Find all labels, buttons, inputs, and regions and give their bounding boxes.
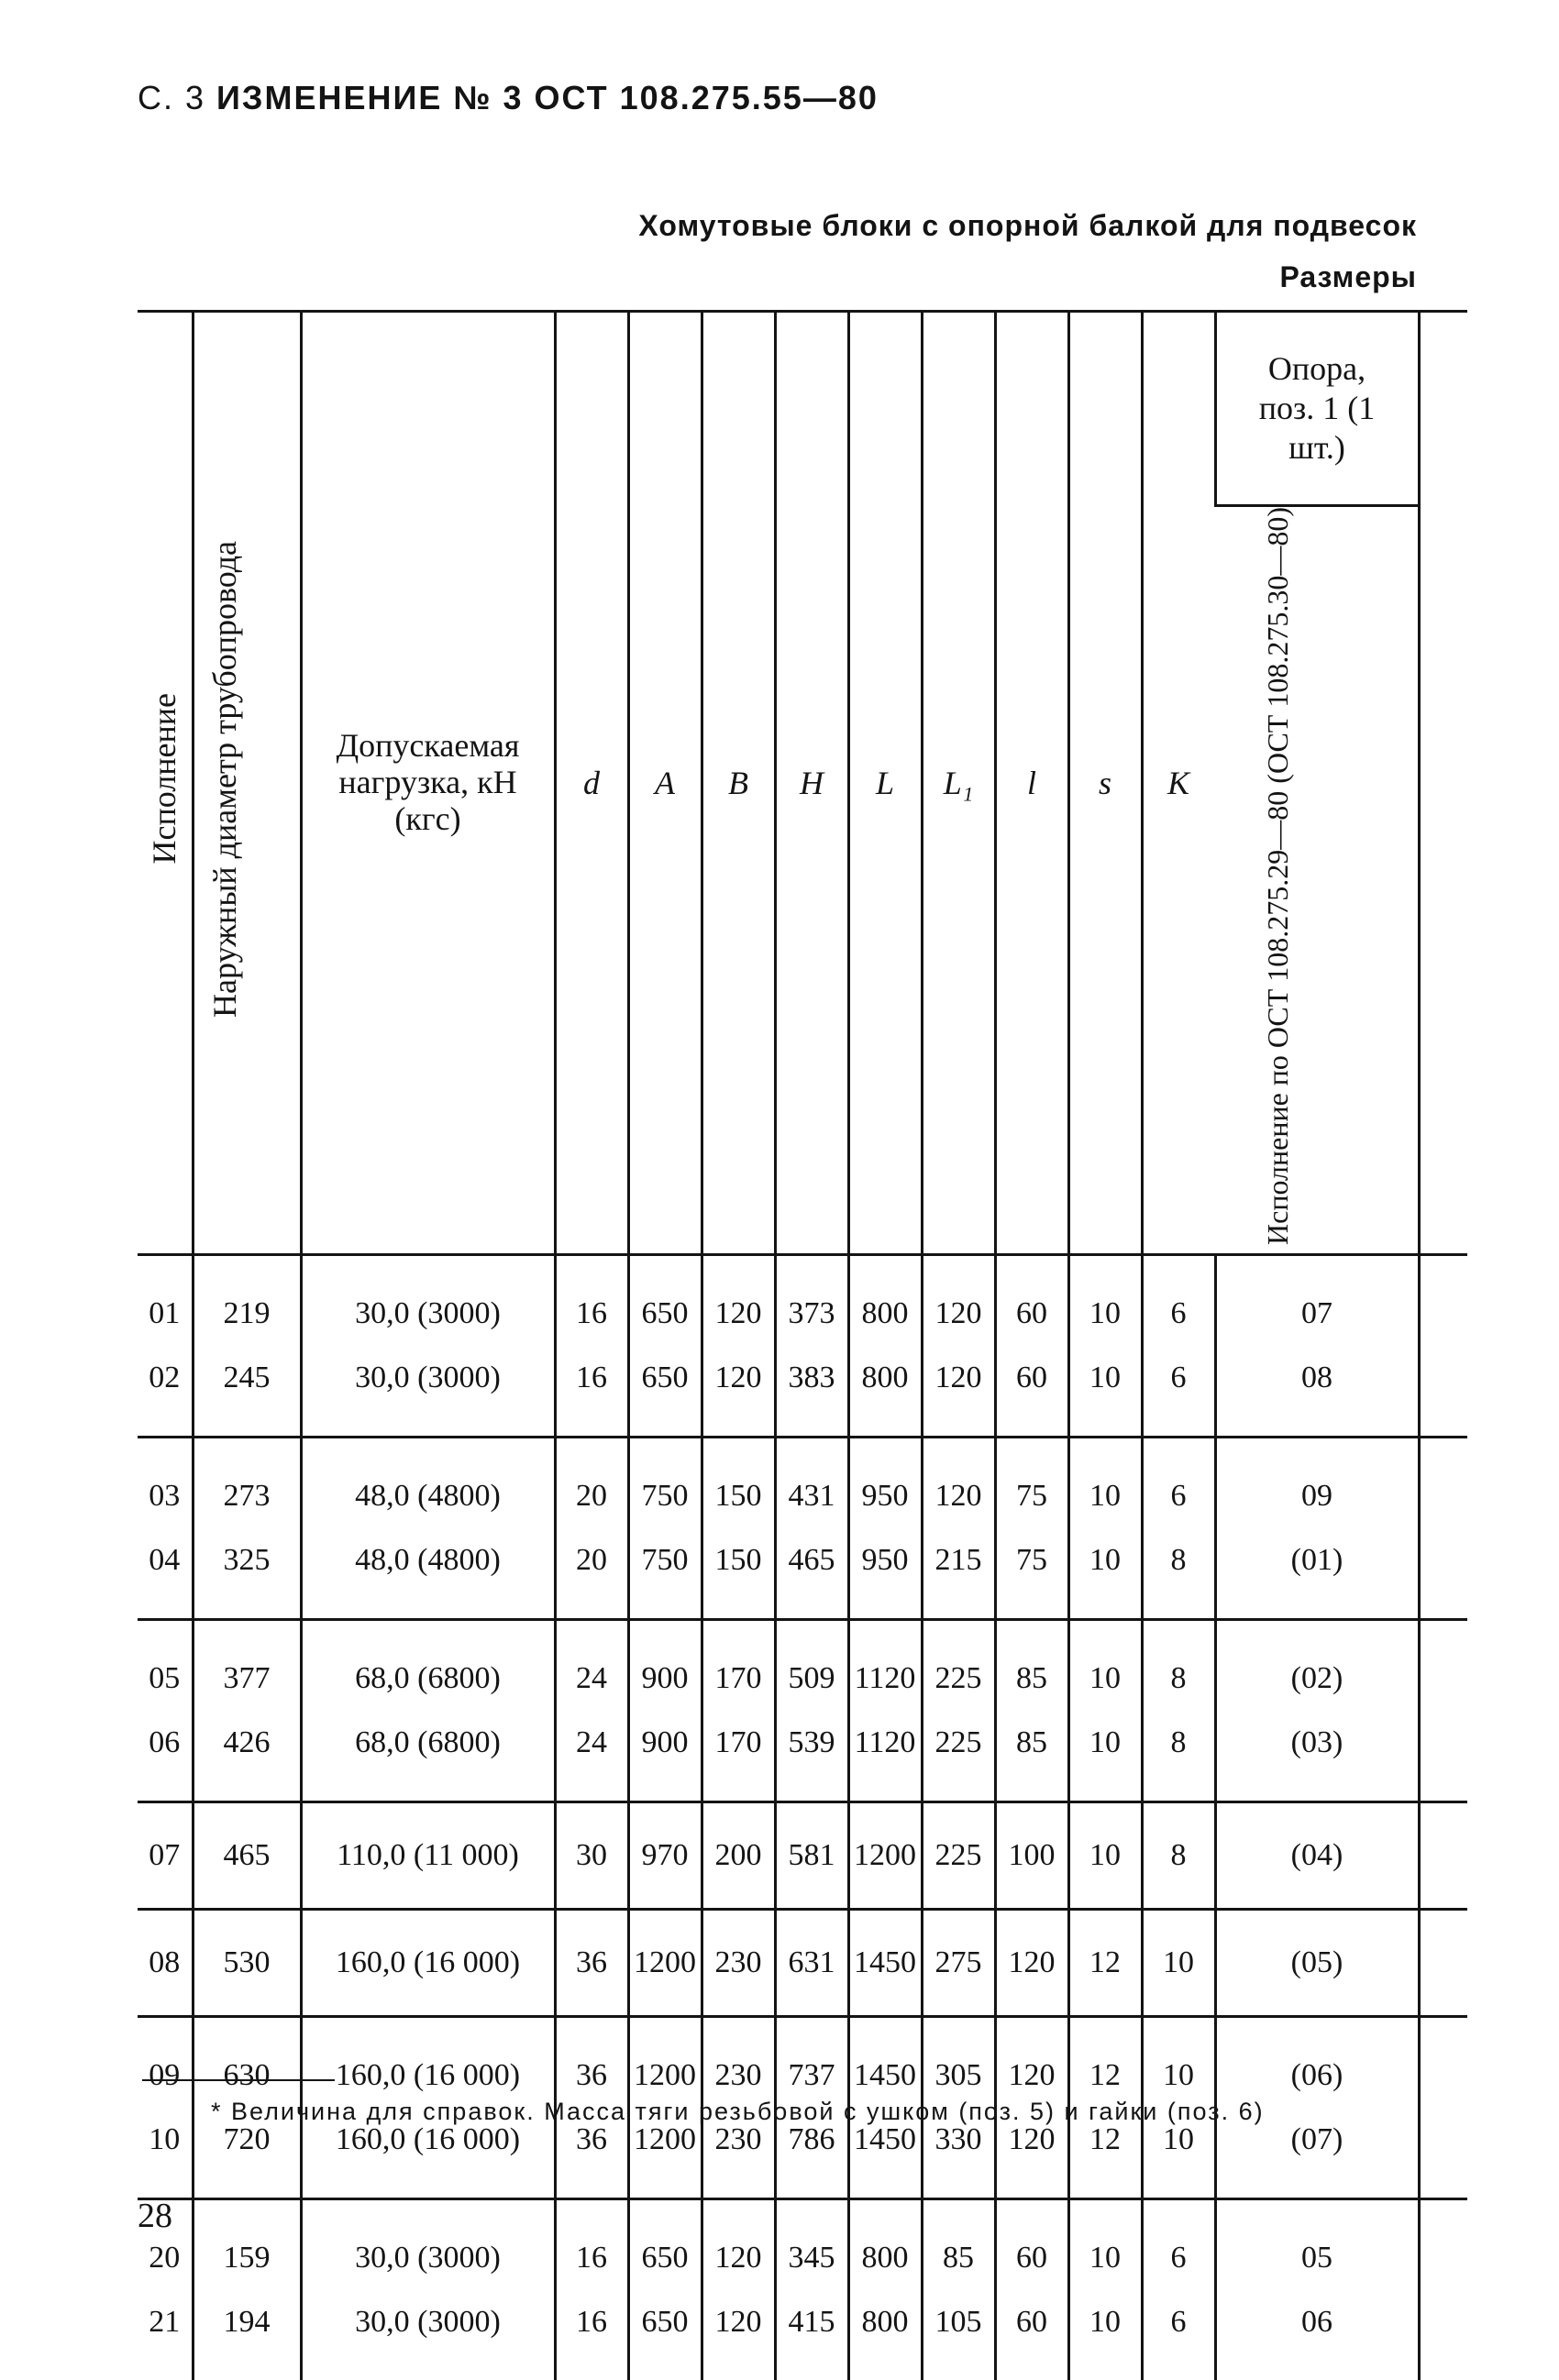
cell-load: 68,0 (6800) <box>301 1619 555 1711</box>
table-row <box>138 2290 1467 2380</box>
cell-empty <box>1419 1346 1467 1438</box>
cell-l1: 225 <box>922 1802 995 1909</box>
cell-l: 1450 <box>848 1909 922 2016</box>
cell-d: 24 <box>555 1619 628 1711</box>
cell-l: 800 <box>848 1254 922 1346</box>
cell-diameter: 159 <box>193 2198 301 2290</box>
cell-empty <box>1419 2016 1467 2108</box>
cell-l: 1120 <box>848 1711 922 1802</box>
cell-d: 20 <box>555 1437 628 1528</box>
col-header-support-variant: Исполнение по ОСТ 108.275.29—80 (ОСТ 108.275.30—80) <box>1215 506 1419 1255</box>
col-header-H: H <box>775 312 848 1255</box>
col-header-L1: L₁ <box>922 312 995 1255</box>
cell-support: 08 <box>1215 1346 1419 1438</box>
cell-l: 120 <box>995 2108 1068 2199</box>
cell-variant: 05 <box>149 1660 181 1695</box>
cell-b: 230 <box>702 2108 775 2199</box>
cell-l1: 275 <box>922 1909 995 2016</box>
cell-b: 170 <box>702 1619 775 1711</box>
dimensions-table <box>138 310 1467 2380</box>
cell-support: (01) <box>1215 1528 1419 1620</box>
table-row <box>138 1711 1467 1802</box>
cell-diameter: 426 <box>193 1711 301 1802</box>
col-header-B: B <box>702 312 775 1255</box>
cell-diameter: 720 <box>193 2108 301 2199</box>
cell-l1: 330 <box>922 2108 995 2199</box>
cell-variant: 06 <box>138 1711 193 1802</box>
cell-load: 160,0 (16 000) <box>301 1909 555 2016</box>
cell-support: 06 <box>1215 2290 1419 2380</box>
cell-h: 345 <box>775 2198 848 2290</box>
cell-l: 60 <box>995 1254 1068 1346</box>
cell-empty <box>1419 2290 1467 2380</box>
cell-support: (05) <box>1215 1909 1419 2016</box>
table-subtitle: Размеры <box>1279 260 1417 293</box>
cell-k: 8 <box>1142 1619 1215 1711</box>
cell-b: 120 <box>702 2290 775 2380</box>
header-standard: ОСТ 108.275.55—80 <box>534 79 879 116</box>
cell-d: 30 <box>555 1802 628 1909</box>
cell-l: 950 <box>848 1437 922 1528</box>
col-header-s: s <box>1068 312 1142 1255</box>
cell-variant: 20 <box>149 2240 181 2275</box>
cell-d: 16 <box>555 1346 628 1438</box>
cell-load: 48,0 (4800) <box>301 1437 555 1528</box>
cell-k: 10 <box>1142 1909 1215 2016</box>
cell-h: 631 <box>775 1909 848 2016</box>
cell-variant: 09 <box>149 2057 181 2092</box>
cell-s: 12 <box>1068 2108 1142 2199</box>
cell-l1: 105 <box>922 2290 995 2380</box>
col-header-support: Опора, поз. 1 (1 шт.) <box>1215 312 1419 506</box>
cell-a: 650 <box>628 1254 702 1346</box>
cell-l: 1450 <box>848 2016 922 2108</box>
cell-diameter: 219 <box>193 1254 301 1346</box>
cell-diameter: 245 <box>193 1346 301 1438</box>
cell-l1: 120 <box>922 1346 995 1438</box>
cell-variant: 08 <box>138 1909 193 2016</box>
cell-variant: 01 <box>149 1295 181 1330</box>
cell-a: 650 <box>628 1346 702 1438</box>
cell-b: 170 <box>702 1711 775 1802</box>
cell-empty <box>1419 1619 1467 1711</box>
cell-b: 120 <box>702 2198 775 2290</box>
cell-variant: 03 <box>149 1478 181 1513</box>
cell-support: 09 <box>1215 1437 1419 1528</box>
cell-empty <box>1419 2108 1467 2199</box>
table-row <box>138 1528 1467 1620</box>
cell-d: 24 <box>555 1711 628 1802</box>
cell-s: 10 <box>1068 1437 1142 1528</box>
col-header-pipe-diameter: Наружный диаметр трубопровода <box>193 312 301 1255</box>
cell-b: 150 <box>702 1437 775 1528</box>
cell-l: 800 <box>848 1346 922 1438</box>
cell-l1: 85 <box>922 2198 995 2290</box>
cell-s: 12 <box>1068 2016 1142 2108</box>
table-row <box>138 1619 1467 1711</box>
footnote-divider <box>142 2079 335 2081</box>
cell-l1: 225 <box>922 1619 995 1711</box>
table-row <box>138 2016 1467 2108</box>
cell-l1: 305 <box>922 2016 995 2108</box>
cell-l1: 225 <box>922 1711 995 1802</box>
cell-a: 900 <box>628 1619 702 1711</box>
cell-d: 16 <box>555 2290 628 2380</box>
cell-a: 1200 <box>628 2108 702 2199</box>
cell-variant: 10 <box>138 2108 193 2199</box>
cell-variant: 07 <box>138 1802 193 1909</box>
cell-s: 10 <box>1068 1802 1142 1909</box>
col-header-empty <box>1419 312 1467 1255</box>
cell-empty <box>1419 1437 1467 1528</box>
cell-k: 8 <box>1142 1528 1215 1620</box>
cell-a: 750 <box>628 1528 702 1620</box>
cell-load: 68,0 (6800) <box>301 1711 555 1802</box>
cell-d: 16 <box>555 1254 628 1346</box>
cell-d: 20 <box>555 1528 628 1620</box>
page-number: 28 <box>138 2197 172 2235</box>
cell-l: 120 <box>995 1909 1068 2016</box>
cell-h: 737 <box>775 2016 848 2108</box>
cell-empty <box>1419 1711 1467 1802</box>
cell-l1: 215 <box>922 1528 995 1620</box>
cell-k: 10 <box>1142 2108 1215 2199</box>
cell-l: 120 <box>995 2016 1068 2108</box>
cell-l: 60 <box>995 2290 1068 2380</box>
cell-l: 1450 <box>848 2108 922 2199</box>
cell-l: 60 <box>995 2198 1068 2290</box>
cell-load: 30,0 (3000) <box>301 1346 555 1438</box>
cell-empty <box>1419 1909 1467 2016</box>
cell-d: 36 <box>555 2108 628 2199</box>
cell-h: 431 <box>775 1437 848 1528</box>
cell-l: 100 <box>995 1802 1068 1909</box>
cell-s: 10 <box>1068 1528 1142 1620</box>
col-header-d: d <box>555 312 628 1255</box>
cell-support: (04) <box>1215 1802 1419 1909</box>
cell-k: 8 <box>1142 1711 1215 1802</box>
cell-empty <box>1419 1528 1467 1620</box>
cell-load: 30,0 (3000) <box>301 2198 555 2290</box>
col-header-L: L <box>848 312 922 1255</box>
cell-h: 539 <box>775 1711 848 1802</box>
cell-diameter: 530 <box>193 1909 301 2016</box>
cell-l: 1120 <box>848 1619 922 1711</box>
col-header-l: l <box>995 312 1068 1255</box>
cell-support: (03) <box>1215 1711 1419 1802</box>
cell-diameter: 377 <box>193 1619 301 1711</box>
cell-s: 10 <box>1068 1346 1142 1438</box>
cell-l: 1200 <box>848 1802 922 1909</box>
cell-a: 1200 <box>628 1909 702 2016</box>
table-row <box>138 1802 1467 1909</box>
cell-a: 970 <box>628 1802 702 1909</box>
cell-k: 10 <box>1142 2016 1215 2108</box>
cell-variant: 02 <box>138 1346 193 1438</box>
cell-a: 650 <box>628 2290 702 2380</box>
cell-k: 6 <box>1142 2198 1215 2290</box>
page-header <box>138 79 879 117</box>
cell-k: 6 <box>1142 2290 1215 2380</box>
cell-support: (07) <box>1215 2108 1419 2199</box>
header-page: С. 3 <box>138 79 206 116</box>
cell-support: (02) <box>1215 1619 1419 1711</box>
cell-b: 150 <box>702 1528 775 1620</box>
cell-l: 60 <box>995 1346 1068 1438</box>
cell-load: 160,0 (16 000) <box>301 2016 555 2108</box>
cell-diameter: 465 <box>193 1802 301 1909</box>
cell-b: 230 <box>702 2016 775 2108</box>
cell-h: 581 <box>775 1802 848 1909</box>
cell-l: 75 <box>995 1528 1068 1620</box>
table-row <box>138 2198 1467 2290</box>
cell-s: 10 <box>1068 1711 1142 1802</box>
cell-load: 48,0 (4800) <box>301 1528 555 1620</box>
table-body <box>138 1254 1467 2380</box>
cell-a: 900 <box>628 1711 702 1802</box>
cell-empty <box>1419 2198 1467 2290</box>
cell-k: 8 <box>1142 1802 1215 1909</box>
cell-h: 786 <box>775 2108 848 2199</box>
cell-variant: 04 <box>138 1528 193 1620</box>
cell-support: 05 <box>1215 2198 1419 2290</box>
cell-empty <box>1419 1254 1467 1346</box>
table-title: Хомутовые блоки с опорной балкой для подвесок <box>638 209 1417 242</box>
cell-l: 800 <box>848 2290 922 2380</box>
col-header-A: A <box>628 312 702 1255</box>
cell-load: 110,0 (11 000) <box>301 1802 555 1909</box>
col-header-K: K <box>1142 312 1215 1255</box>
cell-load: 30,0 (3000) <box>301 2290 555 2380</box>
cell-s: 10 <box>1068 1619 1142 1711</box>
cell-k: 6 <box>1142 1346 1215 1438</box>
cell-variant: 21 <box>149 2304 181 2339</box>
cell-h: 373 <box>775 1254 848 1346</box>
cell-l: 85 <box>995 1711 1068 1802</box>
cell-b: 120 <box>702 1346 775 1438</box>
cell-b: 200 <box>702 1802 775 1909</box>
cell-h: 465 <box>775 1528 848 1620</box>
cell-l: 950 <box>848 1528 922 1620</box>
cell-diameter: 273 <box>193 1437 301 1528</box>
cell-d: 36 <box>555 1909 628 2016</box>
cell-s: 10 <box>1068 2198 1142 2290</box>
table-row <box>138 1437 1467 1528</box>
table-row <box>138 1346 1467 1438</box>
col-header-load: Допускаемая нагрузка, кН (кгс) <box>301 312 555 1255</box>
col-header-variant: Исполнение <box>138 312 193 1255</box>
table-row <box>138 1254 1467 1346</box>
cell-load: 30,0 (3000) <box>301 1254 555 1346</box>
cell-h: 383 <box>775 1346 848 1438</box>
cell-l: 800 <box>848 2198 922 2290</box>
cell-l: 85 <box>995 1619 1068 1711</box>
cell-l1: 120 <box>922 1254 995 1346</box>
cell-d: 36 <box>555 2016 628 2108</box>
cell-load: 160,0 (16 000) <box>301 2108 555 2199</box>
cell-b: 230 <box>702 1909 775 2016</box>
footnote: * Величина для справок. Масса тяги резьбовой с ушком (поз. 5) и гайки (поз. 6) <box>211 2098 1265 2125</box>
table-row <box>138 1909 1467 2016</box>
cell-k: 6 <box>1142 1437 1215 1528</box>
cell-a: 1200 <box>628 2016 702 2108</box>
cell-d: 16 <box>555 2198 628 2290</box>
cell-s: 10 <box>1068 2290 1142 2380</box>
cell-l: 75 <box>995 1437 1068 1528</box>
cell-s: 10 <box>1068 1254 1142 1346</box>
dimensions-table-container <box>138 310 1467 2380</box>
header-title: ИЗМЕНЕНИЕ № 3 <box>216 79 524 116</box>
cell-empty <box>1419 1802 1467 1909</box>
cell-l1: 120 <box>922 1437 995 1528</box>
cell-diameter: 630 <box>193 2016 301 2108</box>
cell-h: 509 <box>775 1619 848 1711</box>
cell-h: 415 <box>775 2290 848 2380</box>
cell-diameter: 325 <box>193 1528 301 1620</box>
cell-a: 750 <box>628 1437 702 1528</box>
cell-support: (06) <box>1215 2016 1419 2108</box>
cell-s: 12 <box>1068 1909 1142 2016</box>
cell-a: 650 <box>628 2198 702 2290</box>
cell-diameter: 194 <box>193 2290 301 2380</box>
cell-support: 07 <box>1215 1254 1419 1346</box>
cell-k: 6 <box>1142 1254 1215 1346</box>
cell-b: 120 <box>702 1254 775 1346</box>
